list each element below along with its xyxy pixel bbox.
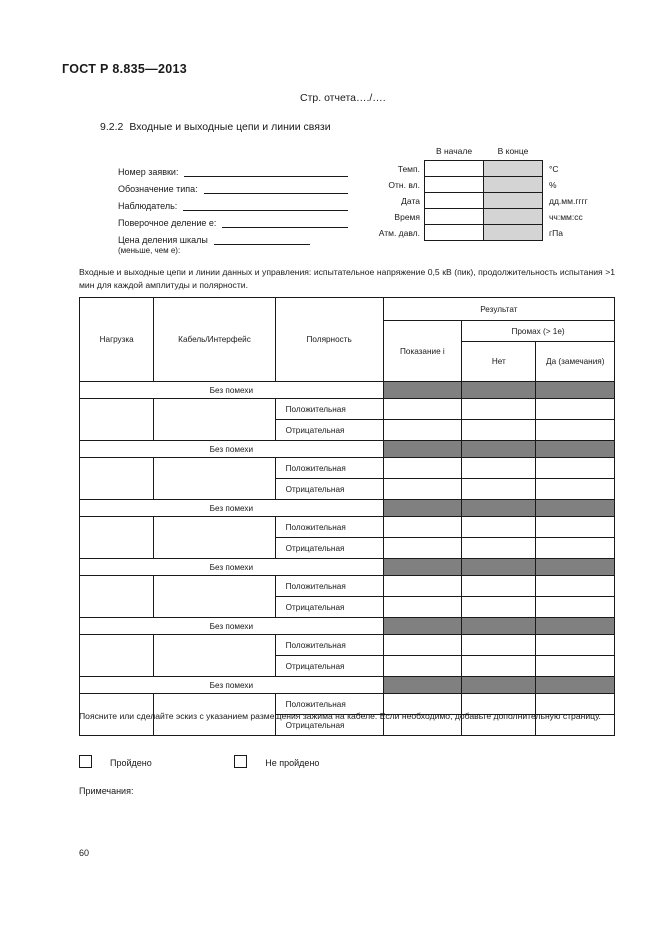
table-row (80, 576, 615, 597)
noise-shade-5-a (383, 618, 461, 635)
noise-shade-2-c (536, 441, 615, 458)
table-row (80, 441, 615, 458)
noise-shade-5-c (536, 618, 615, 635)
meas-input-temperature-start[interactable] (425, 161, 484, 177)
page-number: 60 (79, 848, 90, 858)
meas-input-date-start[interactable] (425, 193, 484, 209)
meas-row-pressure (368, 225, 588, 241)
cell-polarity-negative-1: Отрицательная (275, 420, 383, 441)
header-load: Нагрузка (80, 298, 154, 382)
meas-label-humidity: Отн. вл. (388, 179, 420, 190)
meas-unit-temperature: °C (549, 163, 559, 174)
cell-cable-3[interactable] (154, 517, 275, 559)
label-type-designation: Обозначение типа: (118, 184, 198, 194)
form-row-observer (118, 194, 348, 211)
meas-input-pressure-end[interactable] (484, 225, 543, 241)
table-row (80, 458, 615, 479)
section-number: 9.2.2 (100, 121, 124, 133)
cell-cable-2[interactable] (154, 458, 275, 500)
meas-label-date: Дата (401, 195, 420, 206)
meas-label-temperature: Темп. (397, 163, 420, 174)
failed-label: Не пройдено (265, 758, 320, 768)
cell-polarity-positive-5: Положительная (275, 635, 383, 656)
meas-unit-humidity: % (549, 179, 557, 190)
cell-no-5-pos[interactable] (462, 635, 536, 656)
cell-load-1[interactable] (80, 399, 154, 441)
header-cable-interface: Кабель/Интерфейс (154, 298, 275, 382)
input-observer[interactable] (183, 199, 348, 211)
noise-shade-4-b (462, 559, 536, 576)
noise-label-5: Без помехи (80, 618, 384, 635)
noise-shade-1-b (462, 382, 536, 399)
report-page-line: Стр. отчета…./…. (300, 92, 386, 104)
cell-polarity-positive-4: Положительная (275, 576, 383, 597)
header-miss-no: Нет (462, 342, 536, 382)
form-fields (118, 160, 348, 255)
cell-reading-4-neg[interactable] (383, 597, 461, 618)
cell-polarity-positive-2: Положительная (275, 458, 383, 479)
meas-unit-time: чч:мм:сс (549, 211, 583, 222)
cell-reading-3-neg[interactable] (383, 538, 461, 559)
cell-no-3-pos[interactable] (462, 517, 536, 538)
cell-yes-5-pos[interactable] (536, 635, 615, 656)
input-request-number[interactable] (184, 165, 348, 177)
noise-shade-2-a (383, 441, 461, 458)
standard-designation: ГОСТ Р 8.835—2013 (62, 62, 187, 76)
meas-col-unit (543, 144, 588, 161)
results-table (79, 297, 615, 736)
table-row (80, 517, 615, 538)
cell-yes-4-neg[interactable] (536, 597, 615, 618)
cell-load-3[interactable] (80, 517, 154, 559)
cell-polarity-positive-1: Положительная (275, 399, 383, 420)
cell-yes-1-neg[interactable] (536, 420, 615, 441)
noise-shade-4-a (383, 559, 461, 576)
noise-shade-1-a (383, 382, 461, 399)
cell-polarity-negative-5: Отрицательная (275, 656, 383, 677)
header-miss-yes: Да (замечания) (536, 342, 615, 382)
cell-reading-1-pos[interactable] (383, 399, 461, 420)
passed-label: Пройдено (110, 758, 152, 768)
meas-row-humidity (368, 177, 588, 193)
cell-yes-2-pos[interactable] (536, 458, 615, 479)
noise-label-4: Без помехи (80, 559, 384, 576)
label-request-number: Номер заявки: (118, 167, 179, 177)
cell-yes-1-pos[interactable] (536, 399, 615, 420)
noise-shade-6-c (536, 677, 615, 694)
meas-label-pressure: Атм. давл. (378, 227, 420, 238)
meas-col-end: В конце (497, 146, 529, 156)
label-verification-division: Поверочное деление e: (118, 218, 217, 228)
cell-no-5-neg[interactable] (462, 656, 536, 677)
meas-input-time-start[interactable] (425, 209, 484, 225)
cell-reading-2-pos[interactable] (383, 458, 461, 479)
cell-load-5[interactable] (80, 635, 154, 677)
cell-cable-4[interactable] (154, 576, 275, 618)
cell-polarity-negative-2: Отрицательная (275, 479, 383, 500)
header-result: Результат (383, 298, 614, 321)
meas-input-date-end[interactable] (484, 193, 543, 209)
cell-yes-3-pos[interactable] (536, 517, 615, 538)
noise-shade-2-b (462, 441, 536, 458)
cell-reading-4-pos[interactable] (383, 576, 461, 597)
table-row (80, 500, 615, 517)
cell-polarity-negative-3: Отрицательная (275, 538, 383, 559)
scale-division-note: (меньше, чем e): (118, 246, 181, 255)
form-row-type-designation (118, 177, 348, 194)
cell-polarity-positive-6: Положительная (275, 694, 383, 715)
noise-shade-5-b (462, 618, 536, 635)
input-scale-division[interactable] (214, 233, 310, 245)
cell-load-2[interactable] (80, 458, 154, 500)
meas-input-time-end[interactable] (484, 209, 543, 225)
section-heading (100, 121, 331, 133)
form-row-scale-division (118, 228, 348, 245)
cell-no-2-pos[interactable] (462, 458, 536, 479)
label-scale-division: Цена деления шкалы (118, 235, 208, 245)
cell-cable-1[interactable] (154, 399, 275, 441)
cell-polarity-negative-4: Отрицательная (275, 597, 383, 618)
cell-no-1-neg[interactable] (462, 420, 536, 441)
table-row (80, 559, 615, 576)
cell-yes-5-neg[interactable] (536, 656, 615, 677)
noise-shade-1-c (536, 382, 615, 399)
cell-no-4-pos[interactable] (462, 576, 536, 597)
cell-polarity-positive-3: Положительная (275, 517, 383, 538)
noise-shade-4-c (536, 559, 615, 576)
meas-input-temperature-end[interactable] (484, 161, 543, 177)
label-observer: Наблюдатель: (118, 201, 178, 211)
header-polarity: Полярность (275, 298, 383, 382)
noise-shade-6-a (383, 677, 461, 694)
cell-polarity-negative-6: Отрицательная (275, 715, 383, 736)
test-description-paragraph: Входные и выходные цепи и линии данных и управления: испытательное напряжение 0,5 кВ (пик), продолжительность испытания >1 мин для каждой амплитуды и полярности. (79, 267, 615, 290)
table-row (80, 635, 615, 656)
explanation-paragraph: Поясните или сделайте эскиз с указанием размещения зажима на кабеле. Если необходимо, добавьте дополнительную страницу. (79, 711, 601, 721)
meas-input-humidity-start[interactable] (425, 177, 484, 193)
result-checkboxes (79, 755, 615, 768)
noise-label-2: Без помехи (80, 441, 384, 458)
noise-shade-3-c (536, 500, 615, 517)
form-row-verification-division (118, 211, 348, 228)
meas-row-temperature (368, 161, 588, 177)
meas-row-time (368, 209, 588, 225)
table-row (80, 382, 615, 399)
input-type-designation[interactable] (204, 182, 348, 194)
cell-no-1-pos[interactable] (462, 399, 536, 420)
failed-checkbox[interactable] (234, 755, 247, 768)
noise-label-1: Без помехи (80, 382, 384, 399)
notes-label: Примечания: (79, 786, 134, 796)
cell-no-3-neg[interactable] (462, 538, 536, 559)
meas-input-humidity-end[interactable] (484, 177, 543, 193)
failed-group (234, 755, 319, 768)
cell-no-2-neg[interactable] (462, 479, 536, 500)
form-row-request-number (118, 160, 348, 177)
noise-shade-3-b (462, 500, 536, 517)
cell-cable-5[interactable] (154, 635, 275, 677)
table-row (80, 677, 615, 694)
noise-shade-3-a (383, 500, 461, 517)
header-miss: Промах (> 1e) (462, 321, 615, 342)
header-reading: Показание i (383, 321, 461, 382)
cell-yes-4-pos[interactable] (536, 576, 615, 597)
passed-group (79, 755, 152, 768)
meas-corner (368, 144, 425, 161)
input-verification-division[interactable] (222, 216, 348, 228)
meas-row-date (368, 193, 588, 209)
cell-reading-1-neg[interactable] (383, 420, 461, 441)
environment-measurements (368, 144, 588, 241)
cell-reading-5-neg[interactable] (383, 656, 461, 677)
noise-label-6: Без помехи (80, 677, 384, 694)
meas-unit-pressure: гПа (549, 227, 563, 238)
meas-unit-date: дд.мм.гггг (549, 195, 588, 206)
cell-no-4-neg[interactable] (462, 597, 536, 618)
noise-label-3: Без помехи (80, 500, 384, 517)
meas-label-time: Время (394, 211, 420, 222)
cell-reading-2-neg[interactable] (383, 479, 461, 500)
cell-reading-5-pos[interactable] (383, 635, 461, 656)
cell-yes-3-neg[interactable] (536, 538, 615, 559)
meas-input-pressure-start[interactable] (425, 225, 484, 241)
cell-load-4[interactable] (80, 576, 154, 618)
table-row (80, 399, 615, 420)
noise-shade-6-b (462, 677, 536, 694)
section-title-text: Входные и выходные цепи и линии связи (129, 121, 331, 133)
meas-col-start: В начале (435, 146, 473, 156)
cell-yes-2-neg[interactable] (536, 479, 615, 500)
table-row (80, 618, 615, 635)
cell-reading-3-pos[interactable] (383, 517, 461, 538)
table-header-row-1 (80, 298, 615, 321)
passed-checkbox[interactable] (79, 755, 92, 768)
